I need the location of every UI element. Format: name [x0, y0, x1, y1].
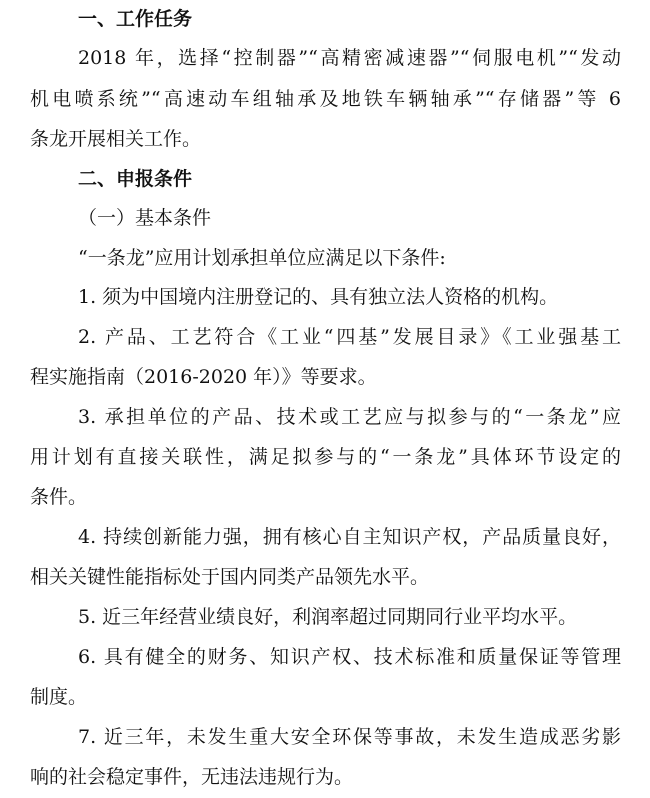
- list-item-line: 用计划有直接关联性，满足拟参与的“一条龙”具体环节设定的: [30, 446, 621, 468]
- list-item-line: 7. 近三年，未发生重大安全环保等事故，未发生造成恶劣影: [78, 726, 621, 748]
- list-item-line: 条件。: [30, 486, 88, 508]
- list-item-line: 程实施指南（2016-2020 年）》等要求。: [30, 366, 377, 388]
- list-item-line: 4. 持续创新能力强，拥有核心自主知识产权，产品质量良好，: [78, 526, 621, 548]
- paragraph-line: 条龙开展相关工作。: [30, 128, 202, 150]
- list-item-line: 3. 承担单位的产品、技术或工艺应与拟参与的“一条龙”应: [78, 406, 621, 428]
- list-item-line: 5. 近三年经营业绩良好，利润率超过同期同行业平均水平。: [78, 606, 578, 628]
- list-item-line: 1. 须为中国境内注册登记的、具有独立法人资格的机构。: [78, 286, 559, 308]
- section-heading-work-tasks: 一、工作任务: [78, 8, 193, 30]
- paragraph-line: 2018 年，选择“控制器”“高精密减速器”“伺服电机”“发动: [78, 47, 621, 69]
- subsection-heading-basic-conditions: （一）基本条件: [78, 207, 212, 229]
- list-item-line: 响的社会稳定事件，无违法违规行为。: [30, 766, 354, 788]
- list-item-line: 2. 产品、工艺符合《工业“四基”发展目录》《工业强基工: [78, 326, 621, 348]
- paragraph-line: 机电喷系统”“高速动车组轴承及地铁车辆轴承”“存储器”等 6: [30, 88, 621, 110]
- list-item-line: 制度。: [30, 686, 88, 708]
- list-item-line: 相关关键性能指标处于国内同类产品领先水平。: [30, 566, 430, 588]
- section-heading-application-conditions: 二、申报条件: [78, 168, 193, 190]
- intro-line: “一条龙”应用计划承担单位应满足以下条件:: [78, 247, 446, 269]
- list-item-line: 6. 具有健全的财务、知识产权、技术标准和质量保证等管理: [78, 646, 621, 668]
